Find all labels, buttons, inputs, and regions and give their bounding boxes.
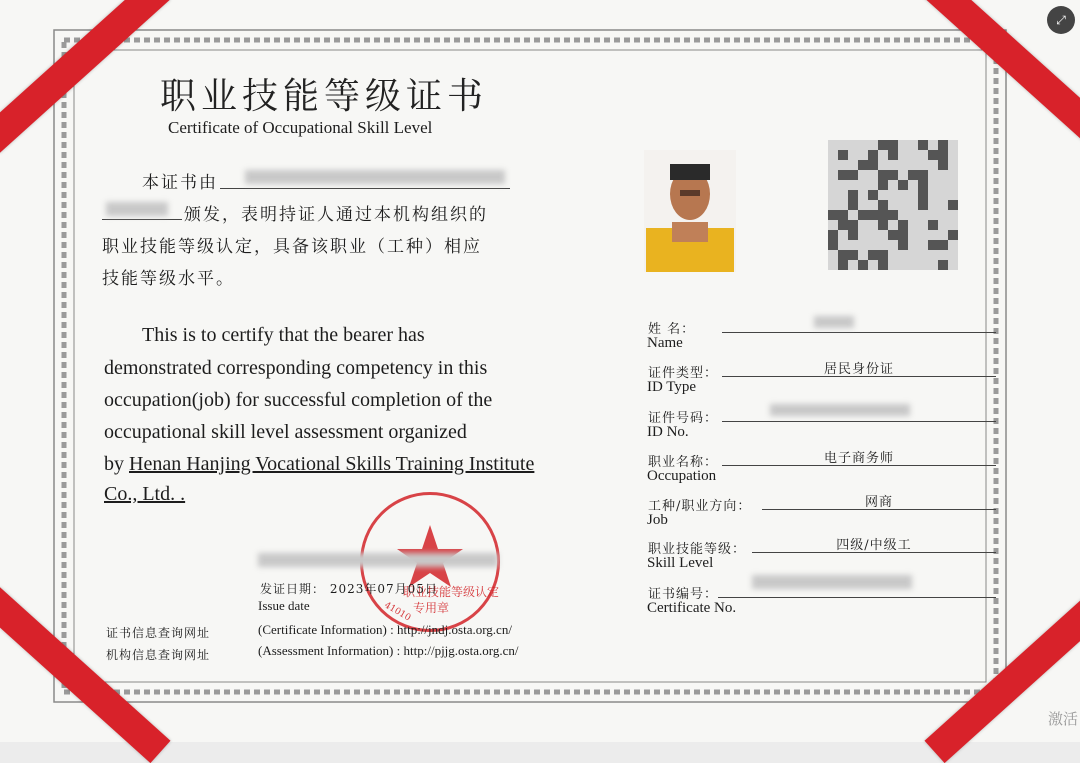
qr-cell <box>868 190 878 200</box>
qr-cell <box>838 150 848 160</box>
field-value: 四级/中级工 <box>836 538 912 553</box>
qr-cell <box>948 230 958 240</box>
qr-cell <box>878 210 888 220</box>
field-label-cn: 职业技能等级： <box>648 542 747 557</box>
qr-cell <box>888 230 898 240</box>
qr-cell <box>848 250 858 260</box>
assess-info-label-en: (Assessment Information) : <box>258 643 401 658</box>
field-label-en: ID No. <box>647 424 689 440</box>
field-label-en: Job <box>647 512 668 528</box>
institute-name: Henan Hanjing Vocational Skills Training Institute <box>129 453 535 475</box>
cn-issuer-prefix: 本证书由 <box>142 173 218 193</box>
field-label-en: Certificate No. <box>647 600 737 616</box>
field-label-cn: 职业名称： <box>648 455 719 470</box>
expand-icon[interactable]: ⤢ <box>1047 6 1075 34</box>
field-label-cn: 证书编号： <box>648 587 719 602</box>
cert-info-label: 证书信息查询网址 <box>106 626 211 640</box>
seal-subtext: 专用章 <box>413 601 450 615</box>
qr-cell <box>848 190 858 200</box>
qr-cell <box>898 180 908 190</box>
institute-name-2: Co., Ltd. . <box>104 483 186 505</box>
cn-line-4: 技能等级水平。 <box>102 269 235 289</box>
qr-cell <box>918 180 928 190</box>
issue-date-row <box>260 580 438 597</box>
cn-line-2: 颁发，表明持证人通过本机构组织的 <box>184 205 488 225</box>
qr-cell <box>878 140 888 150</box>
qr-cell <box>888 140 898 150</box>
field-label-en: Occupation <box>647 468 717 484</box>
qr-cell <box>838 220 848 230</box>
qr-cell <box>848 200 858 210</box>
en-line-5 <box>104 453 534 476</box>
qr-cell <box>838 170 848 180</box>
qr-cell <box>838 210 848 220</box>
qr-cell <box>898 230 908 240</box>
seal-number: 41010 <box>382 600 413 624</box>
qr-cell <box>918 190 928 200</box>
holder-photo <box>644 150 736 272</box>
cn-line-1 <box>142 168 218 193</box>
qr-cell <box>878 220 888 230</box>
cert-info-link[interactable]: http://jndj.osta.org.cn/ <box>396 622 512 637</box>
certificate-title-cn: 职业技能等级证书 <box>160 76 489 117</box>
qr-cell <box>868 160 878 170</box>
issue-date-label-en: Issue date <box>258 598 310 613</box>
field-label-cn: 证件号码： <box>648 411 719 426</box>
qr-cell <box>888 210 898 220</box>
seal-text: 职业技能等级认定 <box>403 585 500 599</box>
field-label-cn: 证件类型： <box>648 366 719 381</box>
qr-cell <box>848 220 858 230</box>
cn-line-3: 职业技能等级认定，具备该职业（工种）相应 <box>102 237 482 257</box>
qr-cell <box>888 170 898 180</box>
qr-cell <box>838 250 848 260</box>
qr-cell <box>848 230 858 240</box>
cert-info-label-en: (Certificate Information) : <box>258 622 394 637</box>
field-underline <box>722 332 996 333</box>
field-label-en: ID Type <box>647 379 697 395</box>
qr-cell <box>918 170 928 180</box>
qr-cell <box>878 170 888 180</box>
qr-cell <box>878 180 888 190</box>
qr-cell <box>848 170 858 180</box>
qr-cell <box>918 200 928 210</box>
qr-cell <box>898 220 908 230</box>
en-line-3: occupation(job) for successful completion of the <box>104 389 493 411</box>
qr-cell <box>948 200 958 210</box>
qr-cell <box>918 140 928 150</box>
field-label-cn: 姓 名： <box>648 322 696 337</box>
certificate-title-en: Certificate of Occupational Skill Level <box>168 118 433 137</box>
qr-cell <box>938 150 948 160</box>
issue-date-value: 2023年07月05日 <box>329 582 438 596</box>
field-label-en: Skill Level <box>647 555 714 571</box>
field-label-cn: 工种/职业方向： <box>648 499 752 514</box>
field-value: 居民身份证 <box>823 362 894 377</box>
redacted-cert-no <box>752 575 912 589</box>
redacted-issuer <box>245 170 505 184</box>
qr-cell <box>938 240 948 250</box>
redacted-issuer-2 <box>106 202 168 216</box>
en-line-4: occupational skill level assessment organized <box>104 421 467 443</box>
issuer-underline-2 <box>102 219 182 220</box>
issuer-underline <box>220 188 510 189</box>
qr-cell <box>858 210 868 220</box>
qr-cell <box>828 210 838 220</box>
qr-cell <box>928 240 938 250</box>
qr-cell <box>938 160 948 170</box>
qr-code <box>828 138 958 272</box>
qr-cell <box>928 220 938 230</box>
qr-cell <box>938 260 948 270</box>
qr-cell <box>868 150 878 160</box>
qr-cell <box>908 170 918 180</box>
field-value: 电子商务师 <box>823 451 894 466</box>
watermark-text: 激活 <box>1048 710 1079 728</box>
qr-cell <box>878 200 888 210</box>
qr-cell <box>888 150 898 160</box>
qr-cell <box>858 260 868 270</box>
qr-cell <box>868 210 878 220</box>
redacted-issuer-stamp <box>258 553 498 567</box>
qr-cell <box>898 240 908 250</box>
redacted-id-no <box>770 404 910 416</box>
en-by: by <box>104 453 124 475</box>
qr-cell <box>858 160 868 170</box>
field-label-en: Name <box>647 335 683 351</box>
qr-cell <box>928 150 938 160</box>
en-line-2: demonstrated corresponding competency in this <box>104 357 488 379</box>
qr-cell <box>838 260 848 270</box>
qr-cell <box>878 260 888 270</box>
field-underline <box>718 597 996 598</box>
qr-cell <box>938 140 948 150</box>
assess-info-row <box>258 643 518 659</box>
qr-cell <box>878 250 888 260</box>
assess-info-label: 机构信息查询网址 <box>106 648 211 662</box>
cert-info-row <box>258 622 512 638</box>
field-underline <box>722 421 996 422</box>
qr-cell <box>868 250 878 260</box>
field-value: 网商 <box>864 495 893 510</box>
en-line-1: This is to certify that the bearer has <box>142 324 425 346</box>
assess-info-link[interactable]: http://pjjg.osta.org.cn/ <box>403 643 519 658</box>
qr-cell <box>828 240 838 250</box>
issue-date-label: 发证日期： <box>260 582 326 596</box>
qr-cell <box>828 230 838 240</box>
redacted-name <box>814 316 854 328</box>
